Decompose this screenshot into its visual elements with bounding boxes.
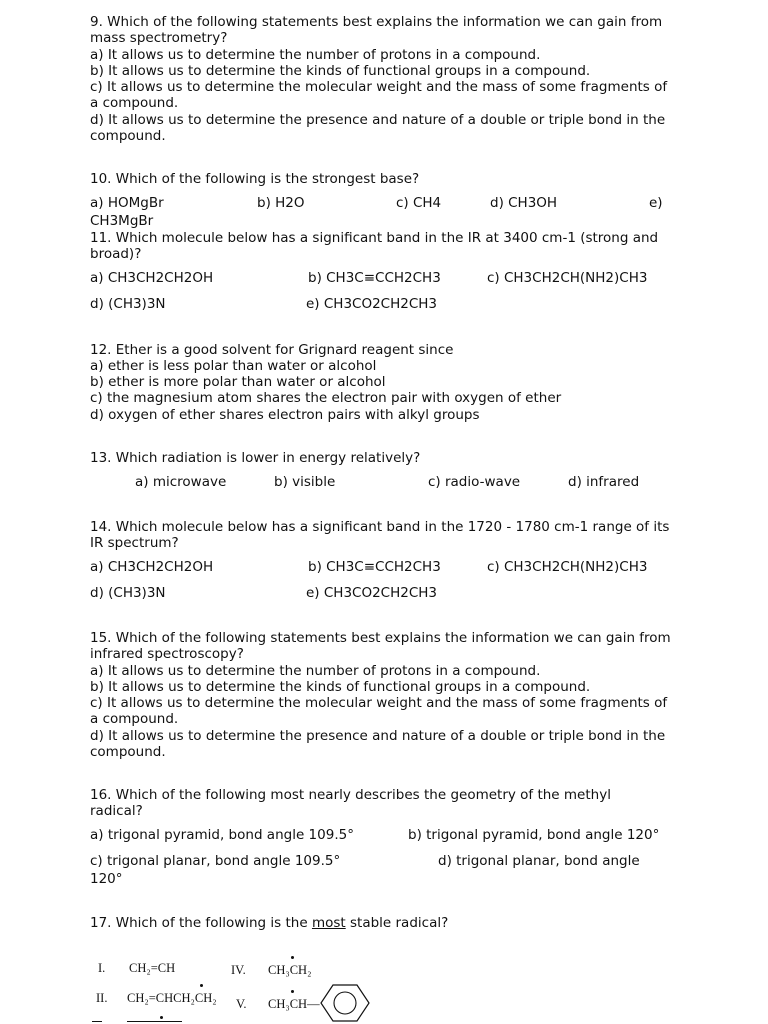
radical-dot bbox=[291, 956, 294, 959]
q12-question: 12. Ether is a good solvent for Grignard reagent since bbox=[90, 342, 454, 358]
radical-dot bbox=[291, 990, 294, 993]
q14-question: 14. Which molecule below has a significant band in the 1720 - 1780 cm-1 range of its IR spectrum? bbox=[90, 519, 670, 552]
q17-item-5-formula: CH₃CH— bbox=[268, 997, 320, 1011]
cut-off-item-number bbox=[92, 1021, 102, 1022]
q17-question-pre: 17. Which of the following is the bbox=[90, 915, 312, 931]
q17-item-4-formula: CH₃CH₂ bbox=[268, 963, 312, 977]
q10-option-a: a) HOMgBr bbox=[90, 195, 164, 211]
q17-question-emphasis: most bbox=[311, 915, 346, 931]
q9-question: 9. Which of the following statements best explains the information we can gain from mass spectrometry? bbox=[90, 14, 663, 47]
q13-option-a: a) microwave bbox=[135, 474, 227, 490]
q11-question: 11. Which molecule below has a significant band in the IR at 3400 cm-1 (strong and broad)? bbox=[90, 230, 659, 263]
q10-option-c: c) CH4 bbox=[396, 195, 442, 211]
q16-option-c: c) trigonal planar, bond angle 109.5° bbox=[90, 853, 341, 869]
radical-dot bbox=[200, 984, 203, 987]
q13-option-c: c) radio-wave bbox=[428, 474, 521, 490]
q11-option-b: b) CH3C≡CCH2CH3 bbox=[308, 270, 441, 286]
q11-option-e: e) CH3CO2CH2CH3 bbox=[306, 296, 438, 312]
q17-item-1-formula: CH₂=CH bbox=[129, 961, 176, 975]
radical-dot bbox=[160, 1016, 163, 1019]
q12-option-d: d) oxygen of ether shares electron pairs with alkyl groups bbox=[90, 407, 480, 423]
q16-option-b: b) trigonal pyramid, bond angle 120° bbox=[408, 827, 660, 843]
q12-option-b: b) ether is more polar than water or alcohol bbox=[90, 374, 386, 390]
q16-question: 16. Which of the following most nearly describes the geometry of the methyl radical? bbox=[90, 787, 611, 820]
q11-option-a: a) CH3CH2CH2OH bbox=[90, 270, 214, 286]
q17-item-2-formula: CH₂=CHCH₂CH₂ bbox=[127, 991, 217, 1005]
q17-item-1-number: I. bbox=[98, 961, 106, 975]
q16-option-d-angle: 120° bbox=[90, 871, 123, 887]
q15-option-a: a) It allows us to determine the number of protons in a compound. bbox=[90, 663, 541, 679]
q14-option-d: d) (CH3)3N bbox=[90, 585, 166, 601]
q15-option-c: c) It allows us to determine the molecular weight and the mass of some fragments of a compound. bbox=[90, 695, 668, 728]
q10-option-b: b) H2O bbox=[257, 195, 305, 211]
q17-item-4-number: IV. bbox=[231, 963, 246, 977]
q14-option-b: b) CH3C≡CCH2CH3 bbox=[308, 559, 441, 575]
q17-item-2-number: II. bbox=[96, 991, 108, 1005]
q13-question: 13. Which radiation is lower in energy relatively? bbox=[90, 450, 421, 466]
q15-option-b: b) It allows us to determine the kinds of functional groups in a compound. bbox=[90, 679, 591, 695]
q9-option-a: a) It allows us to determine the number of protons in a compound. bbox=[90, 47, 541, 63]
q17-question-post: stable radical? bbox=[345, 915, 449, 931]
q9-option-b: b) It allows us to determine the kinds of functional groups in a compound. bbox=[90, 63, 591, 79]
q12-option-c: c) the magnesium atom shares the electron pair with oxygen of ether bbox=[90, 390, 562, 406]
cut-off-formula bbox=[127, 1021, 182, 1022]
q11-option-d: d) (CH3)3N bbox=[90, 296, 166, 312]
q15-option-d: d) It allows us to determine the presence and nature of a double or triple bond in the compound. bbox=[90, 728, 666, 761]
q15-question: 15. Which of the following statements best explains the information we can gain from infrared spectroscopy? bbox=[90, 630, 671, 663]
q10-option-e-formula: CH3MgBr bbox=[90, 213, 154, 229]
q17-question bbox=[90, 915, 448, 931]
q14-option-c: c) CH3CH2CH(NH2)CH3 bbox=[487, 559, 648, 575]
q10-option-e: e) bbox=[649, 195, 663, 211]
q13-option-d: d) infrared bbox=[568, 474, 640, 490]
q12-option-a: a) ether is less polar than water or alcohol bbox=[90, 358, 377, 374]
q10-question: 10. Which of the following is the strongest base? bbox=[90, 171, 420, 187]
q13-option-b: b) visible bbox=[274, 474, 336, 490]
q10-option-d: d) CH3OH bbox=[490, 195, 558, 211]
q9-option-c: c) It allows us to determine the molecular weight and the mass of some fragments of a compound. bbox=[90, 79, 668, 112]
q16-option-a: a) trigonal pyramid, bond angle 109.5° bbox=[90, 827, 354, 843]
benzene-ring-icon bbox=[318, 982, 372, 1024]
q14-option-e: e) CH3CO2CH2CH3 bbox=[306, 585, 438, 601]
q17-item-5-number: V. bbox=[236, 997, 247, 1011]
q14-option-a: a) CH3CH2CH2OH bbox=[90, 559, 214, 575]
q9-option-d: d) It allows us to determine the presence and nature of a double or triple bond in the compound. bbox=[90, 112, 666, 145]
q11-option-c: c) CH3CH2CH(NH2)CH3 bbox=[487, 270, 648, 286]
q16-option-d: d) trigonal planar, bond angle bbox=[438, 853, 640, 869]
